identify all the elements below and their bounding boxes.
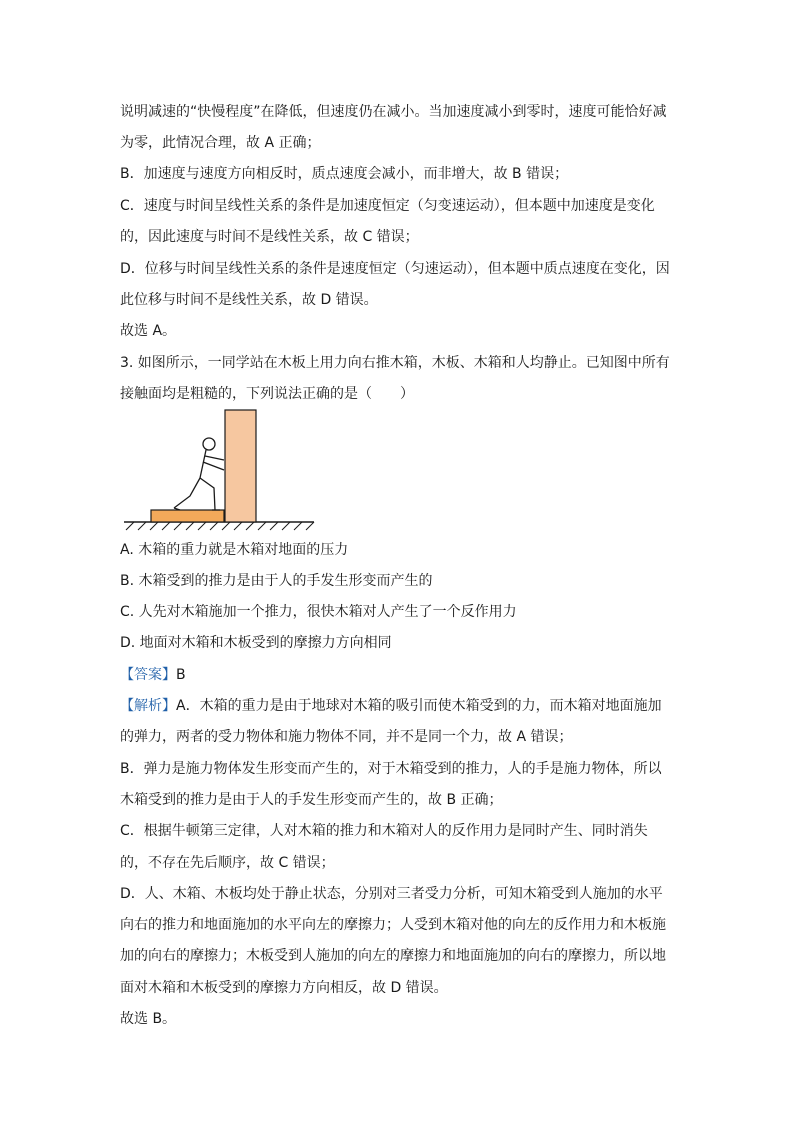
analysis-line: B．弹力是施力物体发生形变而产生的，对于木箱受到的推力，人的手是施力物体，所以 (120, 761, 662, 777)
option-b: B. 木箱受到的推力是由于人的手发生形变而产生的 (120, 573, 433, 589)
analysis-line: D．人、木箱、木板均处于静止状态，分别对三者受力分析，可知木箱受到人施加的水平 (120, 886, 663, 902)
text-line: 此位移与时间不是线性关系，故 D 错误。 (120, 292, 378, 308)
wooden-box (225, 410, 256, 522)
option-a: A. 木箱的重力就是木箱对地面的压力 (120, 542, 349, 558)
analysis-line: 的，不存在先后顺序，故 C 错误； (120, 855, 335, 871)
answer-value: B (176, 667, 186, 683)
analysis-line: 故选 B。 (120, 1011, 177, 1027)
answer-line (120, 665, 680, 685)
analysis-first-text: A．木箱的重力是由于地球对木箱的吸引而使木箱受到的力，而木箱对地面施加 (176, 698, 662, 714)
physics-figure (120, 404, 320, 534)
analysis-tag: 【解析】 (120, 698, 176, 714)
ground-hatching (126, 522, 314, 530)
answer-tag: 【答案】 (120, 667, 176, 683)
wooden-board (151, 510, 224, 522)
analysis-line: 向右的推力和地面施加的水平向左的摩擦力；人受到木箱对他的向左的反作用力和木板施 (120, 917, 666, 933)
person-figure (174, 438, 224, 510)
analysis-line: 面对木箱和木板受到的摩擦力方向相反，故 D 错误。 (120, 980, 448, 996)
analysis-line: 加的向右的摩擦力；木板受到人施加的向左的摩擦力和地面施加的向右的摩擦力，所以地 (120, 948, 666, 964)
option-d: D. 地面对木箱和木板受到的摩擦力方向相同 (120, 635, 392, 651)
text-line: D．位移与时间呈线性关系的条件是速度恒定（匀速运动），但本题中质点速度在变化，因 (120, 261, 670, 277)
analysis-line: 木箱受到的推力是由于人的手发生形变而产生的，故 B 正确； (120, 792, 503, 808)
text-line: 故选 A。 (120, 323, 177, 339)
text-line: 为零，此情况合理，故 A 正确； (120, 135, 321, 151)
analysis-line: C．根据牛顿第三定律，人对木箱的推力和木箱对人的反作用力是同时产生、同时消失 (120, 823, 648, 839)
analysis-line (120, 696, 680, 716)
text-line: B．加速度与速度方向相反时，质点速度会减小，而非增大，故 B 错误； (120, 166, 569, 182)
question-stem-line: 接触面均是粗糙的，下列说法正确的是（ ） (120, 386, 414, 402)
analysis-line: 的弹力，两者的受力物体和施力物体不同，并不是同一个力，故 A 错误； (120, 729, 573, 745)
text-line: C．速度与时间呈线性关系的条件是加速度恒定（匀变速运动），但本题中加速度是变化 (120, 198, 655, 214)
option-c: C. 人先对木箱施加一个推力，很快木箱对人产生了一个反作用力 (120, 604, 517, 620)
text-line: 的，因此速度与时间不是线性关系，故 C 错误； (120, 229, 419, 245)
question-stem-line: 3. 如图所示，一同学站在木板上用力向右推木箱，木板、木箱和人均静止。已知图中所有 (120, 355, 670, 371)
text-line: 说明减速的“快慢程度”在降低，但速度仍在减小。当加速度减小到零时，速度可能恰好减 (120, 104, 667, 120)
